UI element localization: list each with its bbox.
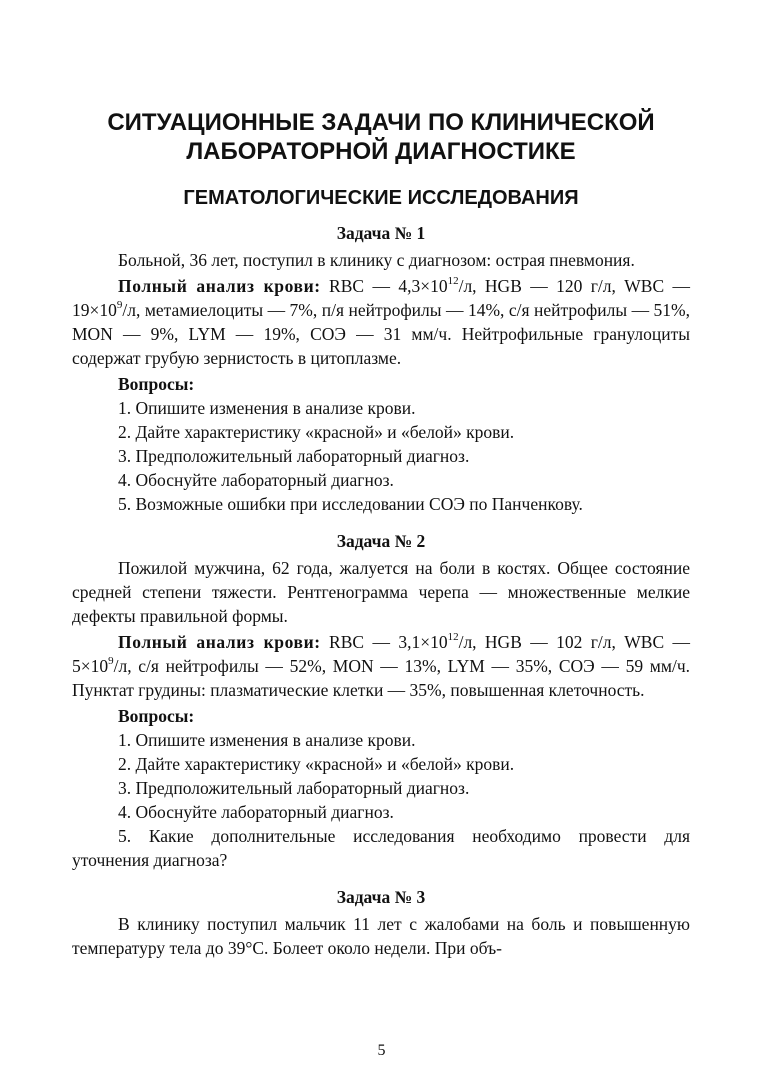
task-2-rbc-text: RBC — 3,1×10 — [320, 632, 448, 652]
task-1-question: 3. Предположительный лабораторный диагноз. — [118, 446, 470, 466]
task-1-wbc-text: /л, HGB — 120 г/л, WBC — 19×10 — [72, 276, 690, 320]
main-title-line-1: СИТУАЦИОННЫЕ ЗАДАЧИ ПО КЛИНИЧЕСКОЙ — [107, 109, 655, 136]
task-2-question: 4. Обоснуйте лабораторный диагноз. — [118, 802, 394, 822]
task-2-question: 3. Предположительный лабораторный диагноз. — [118, 778, 470, 798]
task-2-question: 2. Дайте характеристику «красной» и «белой» крови. — [118, 754, 515, 774]
task-2-title: Задача № 2 — [336, 531, 426, 551]
task-3-title: Задача № 3 — [336, 887, 426, 907]
task-3-intro: В клинику поступил мальчик 11 лет с жалобами на боль и повышенную температуру тела до 39°C. Болеет около недели. При объ- — [72, 914, 690, 958]
task-1-question: 4. Обоснуйте лабораторный диагноз. — [118, 470, 394, 490]
task-1-rbc-text: RBC — 4,3×10 — [320, 276, 448, 296]
page-number: 5 — [377, 1042, 386, 1059]
section-title: ГЕМАТОЛОГИЧЕСКИЕ ИССЛЕДОВАНИЯ — [183, 187, 579, 209]
task-2-intro: Пожилой мужчина, 62 года, жалуется на боли в костях. Общее состояние средней степени тяжести. Рентгенограмма черепа — множественные мелкие дефекты правильной формы. — [72, 558, 690, 626]
task-1-question: 2. Дайте характеристику «красной» и «белой» крови. — [118, 422, 515, 442]
task-1-title: Задача № 1 — [336, 223, 426, 243]
task-2-wbc-exponent: 9 — [108, 655, 114, 668]
task-1-rbc-exponent: 12 — [447, 275, 459, 288]
task-2-lab-rest: /л, с/я нейтрофилы — 52%, MON — 13%, LYM — 35%, СОЭ — 59 мм/ч. Пунктат грудины: плазматические клетки — 35%, повышенная клеточность. — [72, 656, 690, 700]
document-page — [72, 108, 690, 960]
task-1-question: 1. Опишите изменения в анализе крови. — [118, 398, 416, 418]
task-1-questions-label: Вопросы: — [118, 374, 195, 394]
task-2-lab-label: Полный анализ крови: — [118, 632, 321, 652]
task-1-intro: Больной, 36 лет, поступил в клинику с диагнозом: острая пневмония. — [118, 250, 635, 270]
main-title — [72, 108, 690, 166]
task-2-rbc-exponent: 12 — [447, 631, 459, 644]
task-2-questions-label: Вопросы: — [118, 706, 195, 726]
task-2-question: 5. Какие дополнительные исследования необходимо провести для уточнения диагноза? — [72, 826, 690, 870]
task-1-lab-results — [72, 274, 690, 370]
task-1-question: 5. Возможные ошибки при исследовании СОЭ по Панченкову. — [118, 494, 583, 514]
main-title-line-2: ЛАБОРАТОРНОЙ ДИАГНОСТИКЕ — [186, 138, 576, 165]
task-1-lab-label: Полный анализ крови: — [118, 276, 321, 296]
task-2-question: 1. Опишите изменения в анализе крови. — [118, 730, 416, 750]
task-1-wbc-exponent: 9 — [116, 299, 123, 312]
task-2-wbc-text: /л, HGB — 102 г/л, WBC — 5×10 — [72, 632, 690, 676]
task-1-lab-rest: /л, метамиелоциты — 7%, п/я нейтрофилы — 14%, с/я нейтрофилы — 51%, MON — 9%, LYM — 19%, СОЭ — 31 мм/ч. Нейтрофильные гранулоциты содержат грубую зернистость в цитоплазме. — [72, 300, 690, 368]
task-2-lab-results — [72, 630, 690, 702]
